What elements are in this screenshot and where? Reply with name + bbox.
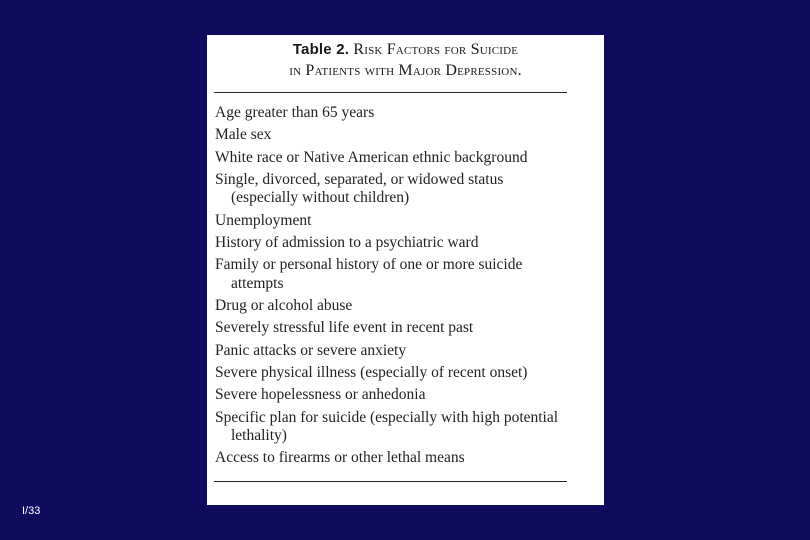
list-item: Access to firearms or other lethal means (215, 449, 465, 467)
list-item: Single, divorced, separated, or widowed status (especially without children) (215, 170, 504, 207)
list-item: Severe hopelessness or anhedonia (215, 386, 426, 404)
list-item: Severe physical illness (especially of recent onset) (215, 363, 528, 381)
table-document (207, 35, 604, 505)
list-item: Unemployment (215, 211, 312, 229)
risk-factor-list (215, 104, 570, 472)
list-item: Drug or alcohol abuse (215, 297, 353, 315)
table-top-rule (214, 92, 567, 93)
table-title-line-2: in Patients with Major Depression. (289, 62, 522, 79)
list-item: Age greater than 65 years (215, 104, 375, 121)
list-item: Family or personal history of one or more suicide attempts (215, 256, 523, 292)
table-title (207, 39, 604, 81)
table-title-line-1 (207, 39, 604, 60)
list-item: White race or Native American ethnic background (215, 148, 528, 166)
table-bottom-rule (214, 481, 567, 482)
list-item: Severely stressful life event in recent past (215, 319, 474, 337)
list-item: Specific plan for suicide (especially with high potential lethality) (215, 408, 559, 445)
list-item: History of admission to a psychiatric ward (215, 233, 479, 251)
list-item: Male sex (215, 126, 272, 144)
list-item: Panic attacks or severe anxiety (215, 341, 407, 359)
page-number: I/33 (22, 505, 41, 517)
table-title-text: Risk Factors for Suicide (353, 41, 519, 58)
table-label: Table 2. (292, 41, 350, 58)
